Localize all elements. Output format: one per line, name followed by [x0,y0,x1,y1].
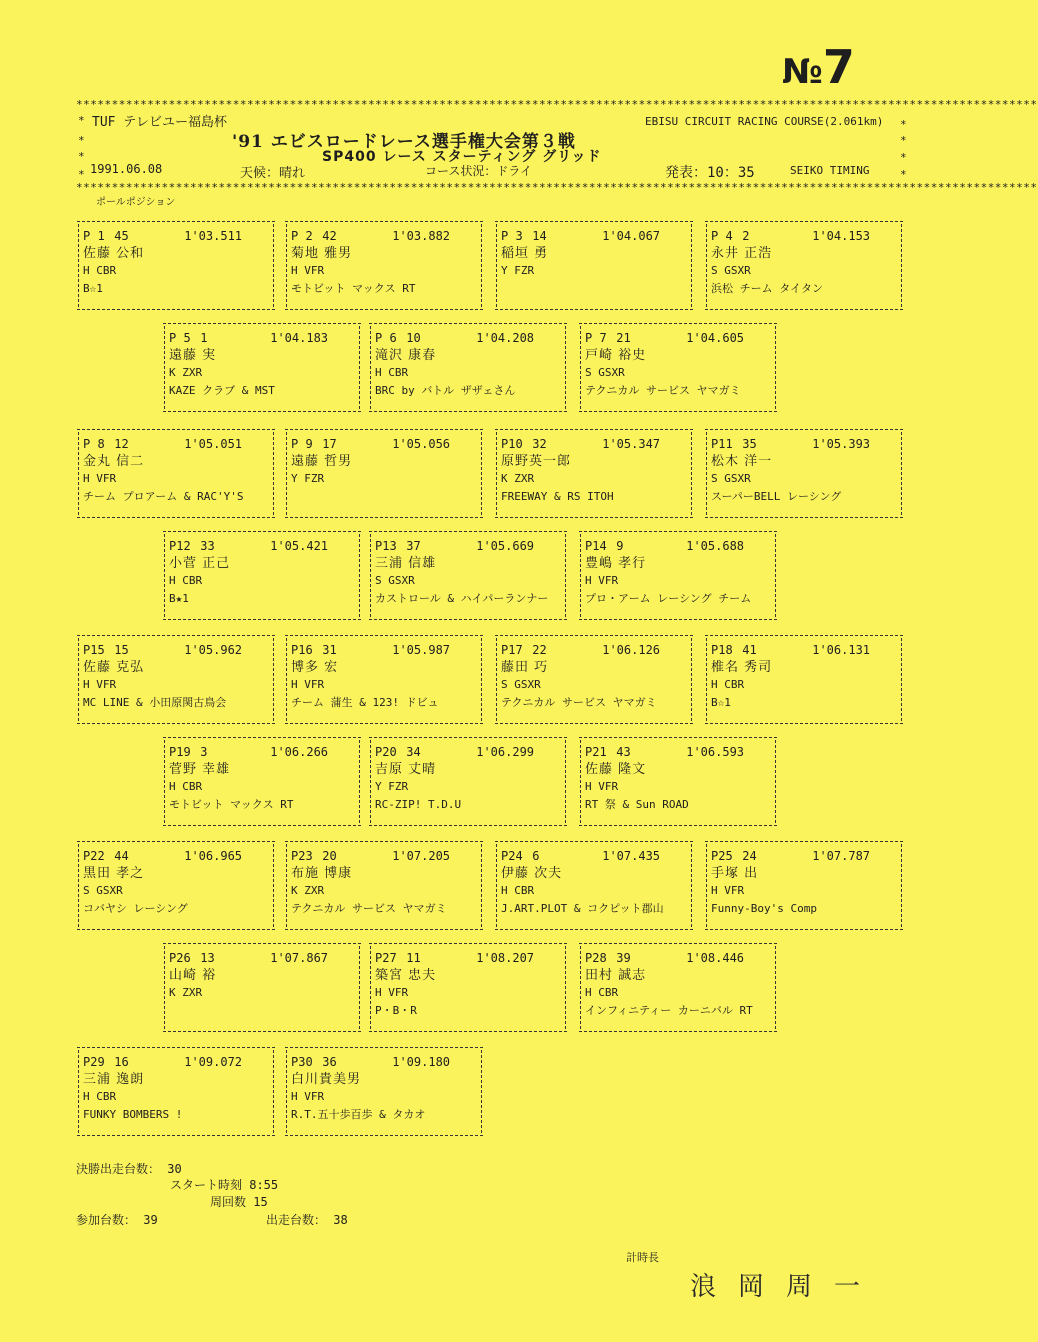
grid-position: P11 [711,437,733,451]
bike-number: 43 [616,745,631,759]
rider-name: 黒田 孝之 [83,866,145,881]
bike-number: 42 [322,229,337,243]
grid-entry-header [169,330,328,347]
qualifying-time: 1'04.605 [686,331,745,345]
team-name: テクニカル サービス ヤマガミ [291,902,447,915]
bike-number: 22 [532,643,547,657]
grid-position: P12 [169,539,191,553]
bike-number: 10 [406,331,421,345]
timing-label: SEIKO TIMING [790,164,870,177]
grid-entry-header [375,538,534,555]
qualifying-time: 1'05.393 [812,437,871,451]
bike-number: 1 [200,331,208,345]
team-name: モトビット マックス RT [291,282,416,295]
team-name: B☆1 [83,282,103,295]
machine: H CBR [501,884,535,897]
timekeeper-label: 計時長 [626,1251,659,1264]
grid-entry-header [375,744,534,761]
grid-position: P21 [585,745,607,759]
machine: Y FZR [291,472,325,485]
grid-position: P 4 [711,229,733,243]
machine: K ZXR [169,986,203,999]
rider-name: 原野英一郎 [501,454,572,469]
grid-entry [370,946,566,1029]
team-name: テクニカル サービス ヤマガミ [501,696,657,709]
qualifying-time: 1'04.183 [270,331,329,345]
qualifying-time: 1'03.511 [184,229,243,243]
race-date: 1991.06.08 [90,162,163,176]
grid-entry-header [501,642,660,659]
grid-position: P 5 [169,331,191,345]
grid-entry-header [291,1054,450,1071]
grid-entry-header [375,950,534,967]
grid-position: P20 [375,745,397,759]
grid-position: P16 [291,643,313,657]
grid-entry [706,432,902,515]
grid-entry [286,1050,482,1133]
grid-entry [78,638,274,721]
grid-entry [286,844,482,927]
qualifying-time: 1'06.126 [602,643,661,657]
team-name: 浜松 チーム タイタン [711,282,824,295]
team-name: P・B・R [375,1004,417,1017]
star-left: * [78,150,85,163]
grid-position: P 9 [291,437,313,451]
bike-number: 12 [114,437,129,451]
machine: K ZXR [291,884,325,897]
machine: H VFR [83,678,117,691]
qualifying-time: 1'08.207 [476,951,535,965]
machine: H CBR [711,678,745,691]
grid-position: P26 [169,951,191,965]
grid-position: P 6 [375,331,397,345]
qualifying-time: 1'05.347 [602,437,661,451]
grid-entry [370,534,566,617]
grid-position: P23 [291,849,313,863]
rider-name: 三浦 信雄 [375,556,437,571]
machine: H CBR [83,264,117,277]
grid-entry-header [169,950,328,967]
weather: 天候：晴れ [240,166,306,181]
grid-entry-header [585,330,744,347]
qualifying-time: 1'05.421 [270,539,329,553]
bike-number: 16 [114,1055,129,1069]
bike-number: 3 [200,745,208,759]
rider-name: 小菅 正己 [169,556,231,571]
rider-name: 白川貴美男 [291,1072,362,1087]
grid-entry-header [711,436,870,453]
grid-entry-header [291,848,450,865]
grid-position: P19 [169,745,191,759]
grid-entry [706,638,902,721]
machine: Y FZR [501,264,535,277]
grid-entry [580,740,776,823]
grid-entry [286,432,482,515]
grid-position: P28 [585,951,607,965]
machine: H CBR [83,1090,117,1103]
grid-entry [78,432,274,515]
rider-name: 三浦 逸朗 [83,1072,145,1087]
team-name: KAZE クラブ & MST [169,384,275,397]
grid-position: P22 [83,849,105,863]
team-name: スーパーBELL レーシング [711,490,842,503]
bike-number: 36 [322,1055,337,1069]
machine: H VFR [375,986,409,999]
machine: H VFR [291,678,325,691]
grid-entry [706,844,902,927]
team-name: R.T.五十歩百歩 & タカオ [291,1108,426,1121]
team-name: チーム プロアーム & RAC'Y'S [83,490,244,503]
rider-name: 手塚 出 [711,866,759,881]
grid-entry [164,740,360,823]
star-right: * [900,151,907,164]
star-right: * [900,118,907,131]
star-border-top: *************************************************************************************************************************************** [76,98,1038,111]
rider-name: 伊藤 次夫 [501,866,563,881]
rider-name: 築宮 忠夫 [375,968,437,983]
grid-entry [78,844,274,927]
machine: H VFR [83,472,117,485]
rider-name: 椎名 秀司 [711,660,773,675]
course-condition: コース状況：ドライ [425,164,533,178]
bike-number: 11 [406,951,421,965]
machine: S GSXR [585,366,625,379]
bike-number: 39 [616,951,631,965]
machine: H VFR [711,884,745,897]
grid-position: P 2 [291,229,313,243]
grid-position: P18 [711,643,733,657]
grid-entry [286,638,482,721]
bike-number: 17 [322,437,337,451]
starter-count: 出走台数： 38 [266,1213,348,1227]
grid-entry-header [291,436,450,453]
qualifying-time: 1'09.072 [184,1055,243,1069]
rider-name: 田村 誠志 [585,968,647,983]
star-border-bottom: *************************************************************************************************************************************** [76,181,1038,194]
team-name: B★1 [169,592,189,605]
qualifying-time: 1'06.593 [686,745,745,759]
grid-entry [370,326,566,409]
bike-number: 32 [532,437,547,451]
machine: S GSXR [711,264,751,277]
machine: H CBR [375,366,409,379]
lap-count: 周回数 15 [210,1195,268,1209]
grid-position: P15 [83,643,105,657]
team-name: カストロール & ハイパーランナー [375,592,549,605]
grid-entry [164,534,360,617]
machine: S GSXR [375,574,415,587]
bike-number: 6 [532,849,540,863]
bike-number: 44 [114,849,129,863]
team-name: RT 祭 & Sun ROAD [585,798,689,811]
rider-name: 遠藤 哲男 [291,454,353,469]
qualifying-time: 1'05.051 [184,437,243,451]
entry-count: 参加台数： 39 [76,1213,158,1227]
grid-entry-header [83,848,242,865]
machine: H CBR [169,574,203,587]
grid-entry-header [83,1054,242,1071]
grid-entry-header [83,642,242,659]
bike-number: 34 [406,745,421,759]
bike-number: 41 [742,643,757,657]
team-name: FUNKY BOMBERS ! [83,1108,183,1121]
grid-entry [78,224,274,307]
star-left: * [78,168,85,181]
grid-entry-header [83,228,242,245]
qualifying-time: 1'08.446 [686,951,745,965]
grid-entry [164,946,360,1029]
grid-position: P29 [83,1055,105,1069]
grid-entry [580,326,776,409]
grid-entry [706,224,902,307]
bike-number: 14 [532,229,547,243]
machine: Y FZR [375,780,409,793]
page-title: '91 エビスロードレース選手権大会第３戦 [232,132,576,152]
grid-position: P10 [501,437,523,451]
rider-name: 稲垣 勇 [501,246,549,261]
grid-entry-header [711,848,870,865]
grid-entry [496,844,692,927]
bike-number: 13 [200,951,215,965]
machine: S GSXR [501,678,541,691]
bike-number: 9 [616,539,624,553]
qualifying-time: 1'06.965 [184,849,243,863]
machine: K ZXR [501,472,535,485]
timekeeper-signature: 浪岡周一 [690,1272,883,1302]
qualifying-time: 1'03.882 [392,229,451,243]
grid-entry-header [501,848,660,865]
rider-name: 佐藤 公和 [83,246,145,261]
star-left: * [78,134,85,147]
machine: H CBR [585,986,619,999]
machine: H VFR [585,574,619,587]
grid-entry [78,1050,274,1133]
team-name: チーム 蒲生 & 123! ドビュ [291,696,439,709]
cup-name: TUF テレビユー福島杯 [92,115,228,130]
bike-number: 35 [742,437,757,451]
grid-entry-header [375,330,534,347]
bike-number: 15 [114,643,129,657]
qualifying-time: 1'07.867 [270,951,329,965]
qualifying-time: 1'04.153 [812,229,871,243]
grid-position: P30 [291,1055,313,1069]
rider-name: 滝沢 康春 [375,348,437,363]
star-right: * [900,168,907,181]
rider-name: 松木 洋一 [711,454,773,469]
grid-position: P 1 [83,229,105,243]
machine: S GSXR [711,472,751,485]
rider-name: 豊嶋 孝行 [585,556,647,571]
grid-entry-header [169,538,328,555]
bike-number: 31 [322,643,337,657]
qualifying-time: 1'07.435 [602,849,661,863]
grid-entry [286,224,482,307]
machine: H CBR [169,780,203,793]
rider-name: 金丸 信二 [83,454,145,469]
document-number: №7 [782,40,855,94]
qualifying-time: 1'06.299 [476,745,535,759]
bike-number: 20 [322,849,337,863]
grid-entry-header [291,642,450,659]
qualifying-time: 1'04.208 [476,331,535,345]
team-name: J.ART.PLOT & コクピット郡山 [501,902,664,915]
qualifying-time: 1'06.131 [812,643,871,657]
grid-entry [580,946,776,1029]
grid-entry-header [711,228,870,245]
rider-name: 菊地 雅男 [291,246,353,261]
rider-name: 山崎 裕 [169,968,217,983]
pole-position-label: ポールポジション [96,197,176,208]
bike-number: 21 [616,331,631,345]
grid-entry-header [501,228,660,245]
rider-name: 博多 宏 [291,660,339,675]
team-name: RC-ZIP! T.D.U [375,798,462,811]
grid-entry [496,224,692,307]
qualifying-time: 1'07.205 [392,849,451,863]
rider-name: 佐藤 隆文 [585,762,647,777]
grid-position: P17 [501,643,523,657]
page-subtitle: SP400 レース スターティング グリッド [322,149,602,165]
rider-name: 布施 博康 [291,866,353,881]
course-name: EBISU CIRCUIT RACING COURSE(2.061km) [645,115,884,128]
grid-entry-header [291,228,450,245]
machine: H VFR [585,780,619,793]
qualifying-time: 1'04.067 [602,229,661,243]
machine: S GSXR [83,884,123,897]
qualifying-time: 1'07.787 [812,849,871,863]
start-time: スタート時刻 8:55 [170,1178,279,1192]
grid-entry-header [169,744,328,761]
team-name: モトビット マックス RT [169,798,294,811]
grid-position: P14 [585,539,607,553]
machine: K ZXR [169,366,203,379]
grid-position: P13 [375,539,397,553]
bike-number: 37 [406,539,421,553]
qualifying-time: 1'05.962 [184,643,243,657]
grid-entry-header [711,642,870,659]
rider-name: 菅野 幸雄 [169,762,231,777]
grid-position: P27 [375,951,397,965]
grid-entry-header [585,950,744,967]
bike-number: 45 [114,229,129,243]
qualifying-time: 1'05.669 [476,539,535,553]
finals-count: 決勝出走台数： 30 [76,1162,182,1176]
grid-entry [580,534,776,617]
machine: H VFR [291,264,325,277]
team-name: プロ・アーム レーシング チーム [585,592,752,605]
team-name: FREEWAY & RS ITOH [501,490,614,503]
qualifying-time: 1'05.056 [392,437,451,451]
grid-entry-header [585,744,744,761]
team-name: B☆1 [711,696,731,709]
grid-position: P25 [711,849,733,863]
grid-entry [370,740,566,823]
qualifying-time: 1'05.987 [392,643,451,657]
star-left: * [78,114,85,127]
rider-name: 佐藤 克弘 [83,660,145,675]
grid-entry-header [83,436,242,453]
rider-name: 戸崎 裕史 [585,348,647,363]
qualifying-time: 1'05.688 [686,539,745,553]
team-name: MC LINE & 小田原関古鳥会 [83,696,227,709]
grid-position: P 3 [501,229,523,243]
team-name: テクニカル サービス ヤマガミ [585,384,741,397]
team-name: BRC by バトル ザザェさん [375,384,516,397]
grid-entry [496,432,692,515]
grid-entry [496,638,692,721]
announce-time: 発表：10：35 [665,165,755,181]
team-name: コバヤシ レーシング [83,902,188,915]
grid-position: P24 [501,849,523,863]
rider-name: 藤田 巧 [501,660,549,675]
bike-number: 2 [742,229,750,243]
rider-name: 永井 正浩 [711,246,773,261]
team-name: Funny-Boy's Comp [711,902,817,915]
bike-number: 24 [742,849,757,863]
bike-number: 33 [200,539,215,553]
rider-name: 吉原 丈晴 [375,762,437,777]
grid-entry-header [501,436,660,453]
grid-position: P 8 [83,437,105,451]
star-right: * [900,134,907,147]
grid-position: P 7 [585,331,607,345]
team-name: インフィニティー カーニバル RT [585,1004,753,1017]
grid-entry-header [585,538,744,555]
qualifying-time: 1'06.266 [270,745,329,759]
rider-name: 遠藤 実 [169,348,217,363]
machine: H VFR [291,1090,325,1103]
qualifying-time: 1'09.180 [392,1055,451,1069]
grid-entry [164,326,360,409]
